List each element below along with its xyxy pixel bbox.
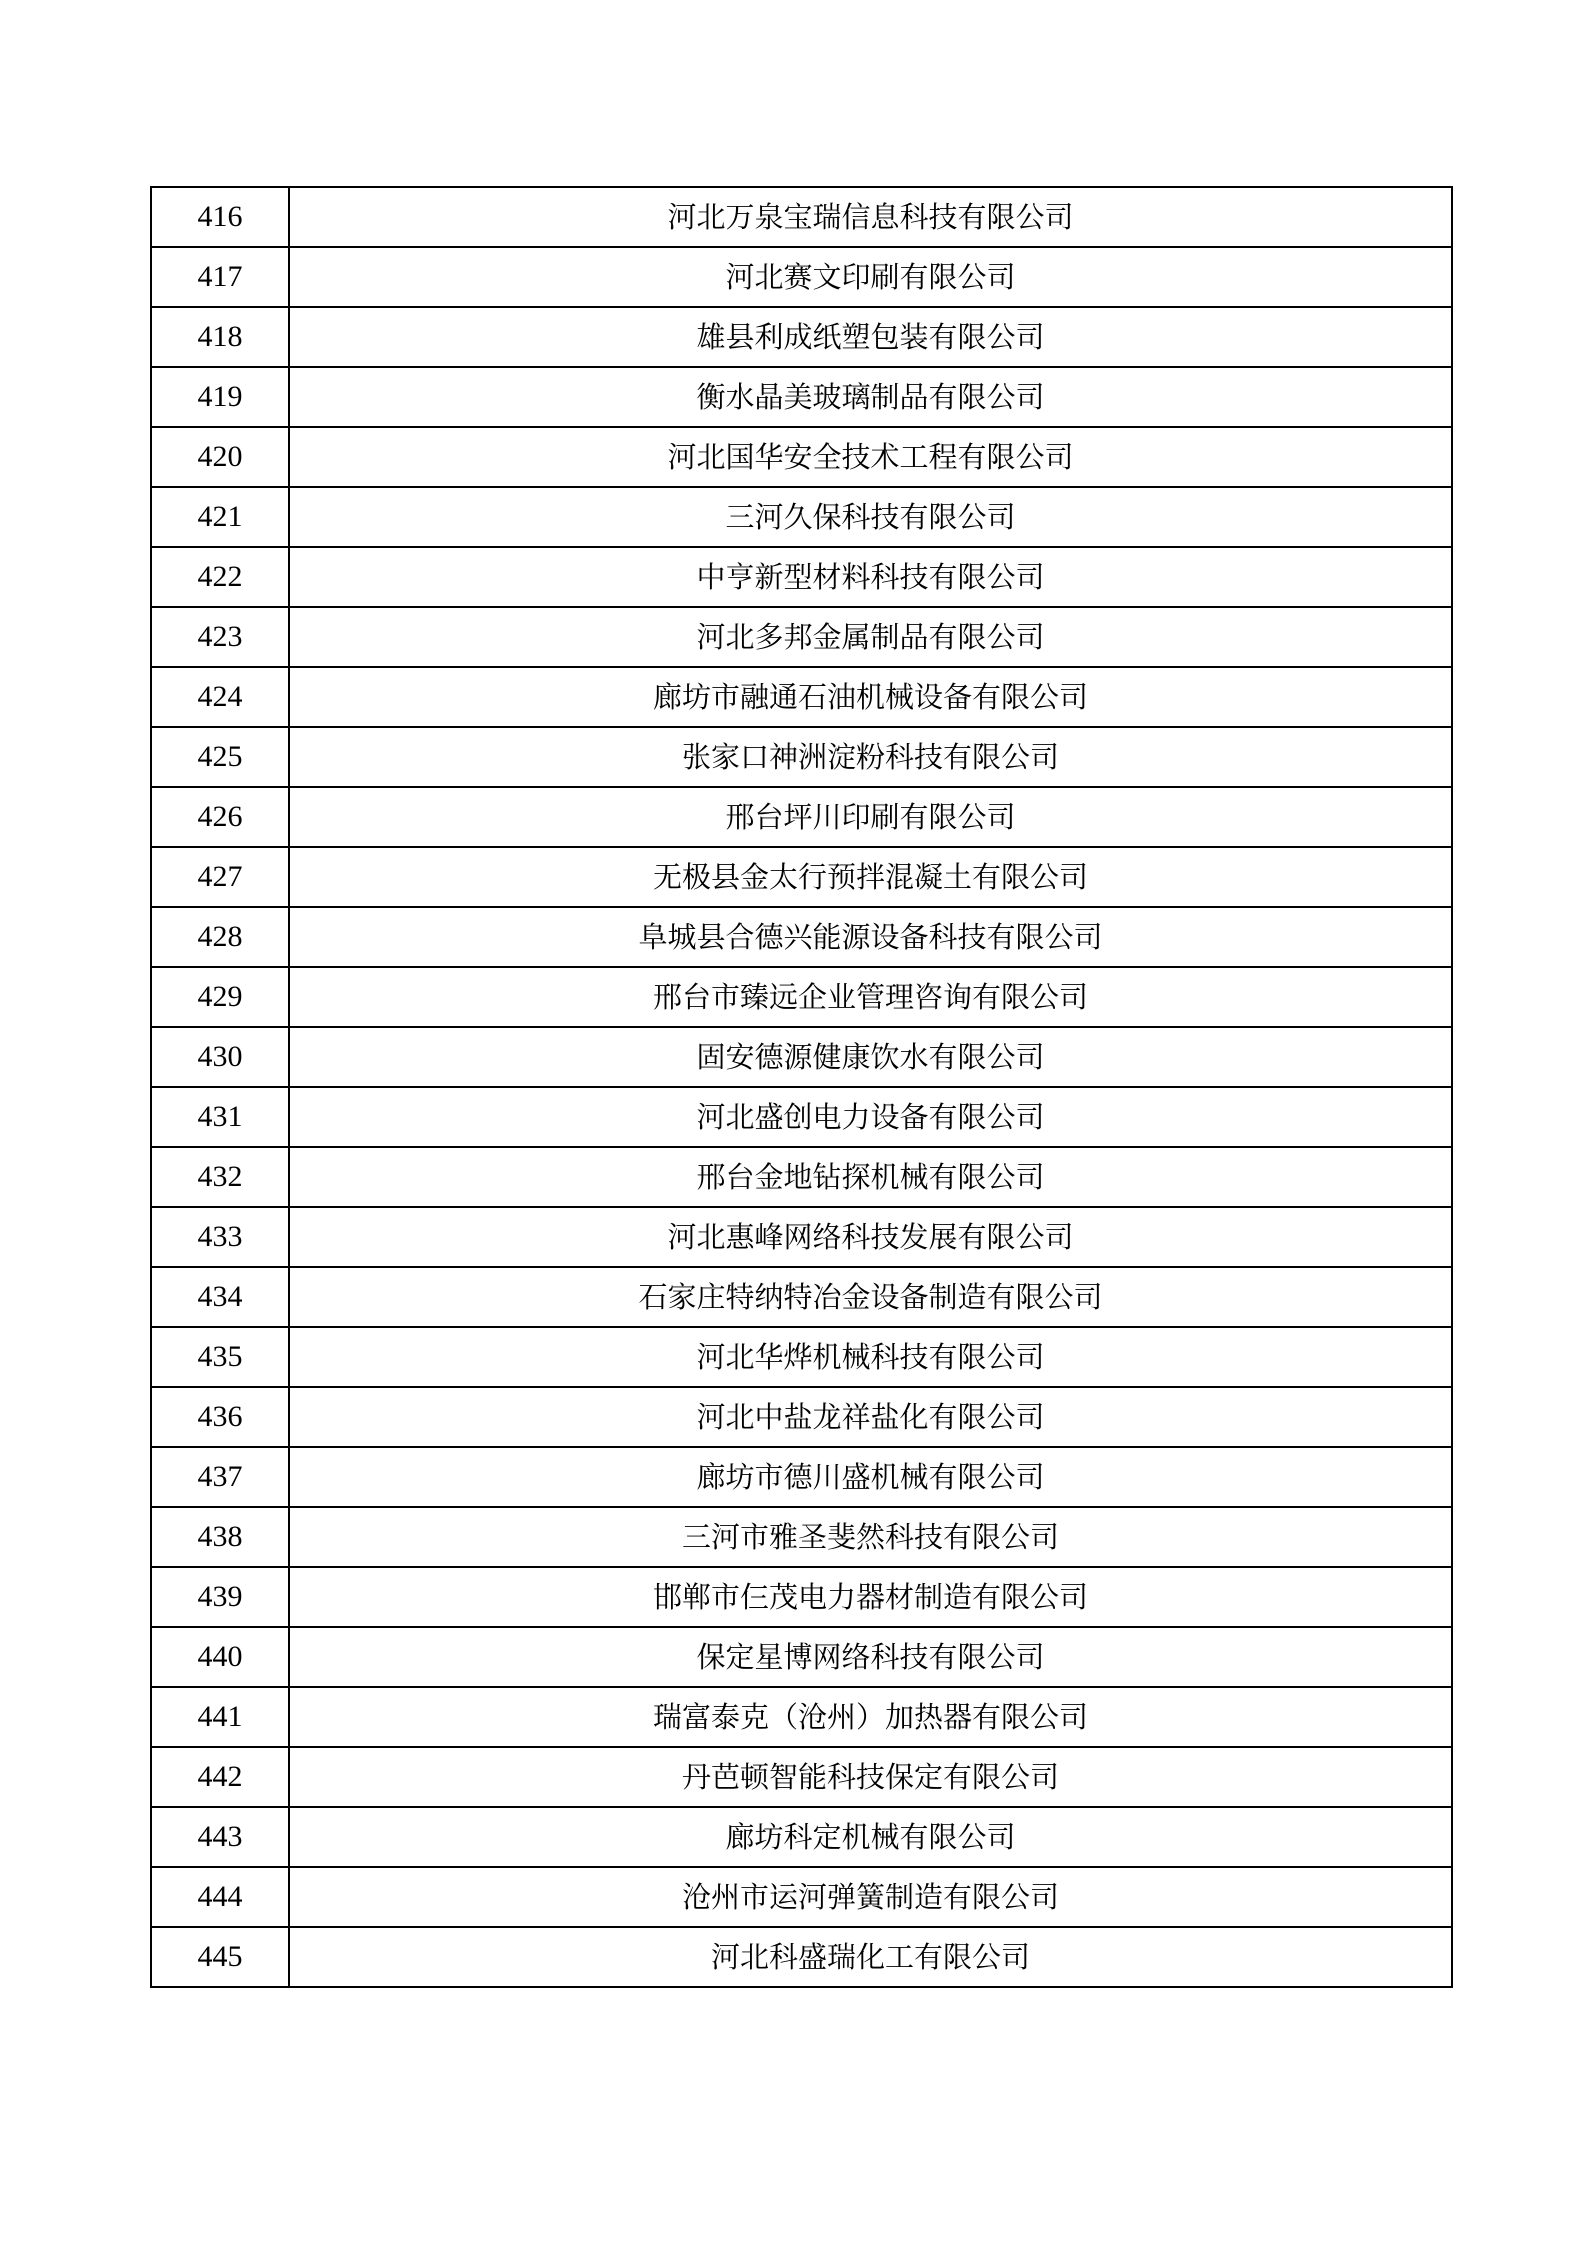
company-name: 保定星博网络科技有限公司: [289, 1627, 1452, 1687]
table-row: [151, 1147, 1452, 1207]
row-number: 438: [151, 1507, 289, 1567]
table-row: [151, 1207, 1452, 1267]
row-number: 443: [151, 1807, 289, 1867]
table-row: [151, 547, 1452, 607]
company-name: 固安德源健康饮水有限公司: [289, 1027, 1452, 1087]
company-name: 河北惠峰网络科技发展有限公司: [289, 1207, 1452, 1267]
row-number: 432: [151, 1147, 289, 1207]
row-number: 431: [151, 1087, 289, 1147]
row-number: 416: [151, 187, 289, 247]
row-number: 433: [151, 1207, 289, 1267]
row-number: 419: [151, 367, 289, 427]
company-name: 河北盛创电力设备有限公司: [289, 1087, 1452, 1147]
company-name: 邢台市臻远企业管理咨询有限公司: [289, 967, 1452, 1027]
table-row: [151, 1507, 1452, 1567]
company-name: 邢台金地钻探机械有限公司: [289, 1147, 1452, 1207]
company-list-table: [150, 186, 1453, 1988]
table-row: [151, 427, 1452, 487]
row-number: 445: [151, 1927, 289, 1987]
table-row: [151, 667, 1452, 727]
company-name: 阜城县合德兴能源设备科技有限公司: [289, 907, 1452, 967]
row-number: 418: [151, 307, 289, 367]
row-number: 439: [151, 1567, 289, 1627]
table-row: [151, 727, 1452, 787]
company-name: 沧州市运河弹簧制造有限公司: [289, 1867, 1452, 1927]
row-number: 429: [151, 967, 289, 1027]
company-name: 邯郸市仨茂电力器材制造有限公司: [289, 1567, 1452, 1627]
row-number: 434: [151, 1267, 289, 1327]
company-name: 衡水晶美玻璃制品有限公司: [289, 367, 1452, 427]
table-row: [151, 367, 1452, 427]
table-row: [151, 967, 1452, 1027]
table-row: [151, 607, 1452, 667]
table-row: [151, 1387, 1452, 1447]
company-name: 雄县利成纸塑包装有限公司: [289, 307, 1452, 367]
table-row: [151, 1747, 1452, 1807]
table-row: [151, 1867, 1452, 1927]
table-row: [151, 487, 1452, 547]
table-row: [151, 1027, 1452, 1087]
company-name: 三河市雅圣斐然科技有限公司: [289, 1507, 1452, 1567]
table-row: [151, 907, 1452, 967]
row-number: 424: [151, 667, 289, 727]
company-name: 瑞富泰克（沧州）加热器有限公司: [289, 1687, 1452, 1747]
row-number: 420: [151, 427, 289, 487]
row-number: 437: [151, 1447, 289, 1507]
table-row: [151, 247, 1452, 307]
table-row: [151, 787, 1452, 847]
row-number: 430: [151, 1027, 289, 1087]
row-number: 423: [151, 607, 289, 667]
table-row: [151, 1927, 1452, 1987]
row-number: 417: [151, 247, 289, 307]
row-number: 427: [151, 847, 289, 907]
table-row: [151, 1087, 1452, 1147]
table-row: [151, 1327, 1452, 1387]
table-row: [151, 1687, 1452, 1747]
company-name: 丹芭顿智能科技保定有限公司: [289, 1747, 1452, 1807]
company-name: 廊坊科定机械有限公司: [289, 1807, 1452, 1867]
company-name: 河北华烨机械科技有限公司: [289, 1327, 1452, 1387]
row-number: 444: [151, 1867, 289, 1927]
company-name: 河北中盐龙祥盐化有限公司: [289, 1387, 1452, 1447]
table-body: [151, 187, 1452, 1987]
table-row: [151, 1627, 1452, 1687]
company-name: 河北科盛瑞化工有限公司: [289, 1927, 1452, 1987]
row-number: 441: [151, 1687, 289, 1747]
company-name: 石家庄特纳特冶金设备制造有限公司: [289, 1267, 1452, 1327]
table-row: [151, 307, 1452, 367]
table-row: [151, 847, 1452, 907]
row-number: 428: [151, 907, 289, 967]
company-name: 无极县金太行预拌混凝土有限公司: [289, 847, 1452, 907]
company-name: 张家口神洲淀粉科技有限公司: [289, 727, 1452, 787]
company-name: 廊坊市德川盛机械有限公司: [289, 1447, 1452, 1507]
row-number: 425: [151, 727, 289, 787]
row-number: 426: [151, 787, 289, 847]
table-row: [151, 1567, 1452, 1627]
row-number: 442: [151, 1747, 289, 1807]
company-name: 廊坊市融通石油机械设备有限公司: [289, 667, 1452, 727]
row-number: 422: [151, 547, 289, 607]
row-number: 435: [151, 1327, 289, 1387]
row-number: 440: [151, 1627, 289, 1687]
company-name: 河北国华安全技术工程有限公司: [289, 427, 1452, 487]
company-name: 河北多邦金属制品有限公司: [289, 607, 1452, 667]
row-number: 436: [151, 1387, 289, 1447]
company-name: 中亨新型材料科技有限公司: [289, 547, 1452, 607]
company-name: 邢台坪川印刷有限公司: [289, 787, 1452, 847]
table-row: [151, 187, 1452, 247]
company-name: 河北万泉宝瑞信息科技有限公司: [289, 187, 1452, 247]
company-name: 三河久保科技有限公司: [289, 487, 1452, 547]
table-row: [151, 1807, 1452, 1867]
table-row: [151, 1267, 1452, 1327]
company-name: 河北赛文印刷有限公司: [289, 247, 1452, 307]
row-number: 421: [151, 487, 289, 547]
table-row: [151, 1447, 1452, 1507]
